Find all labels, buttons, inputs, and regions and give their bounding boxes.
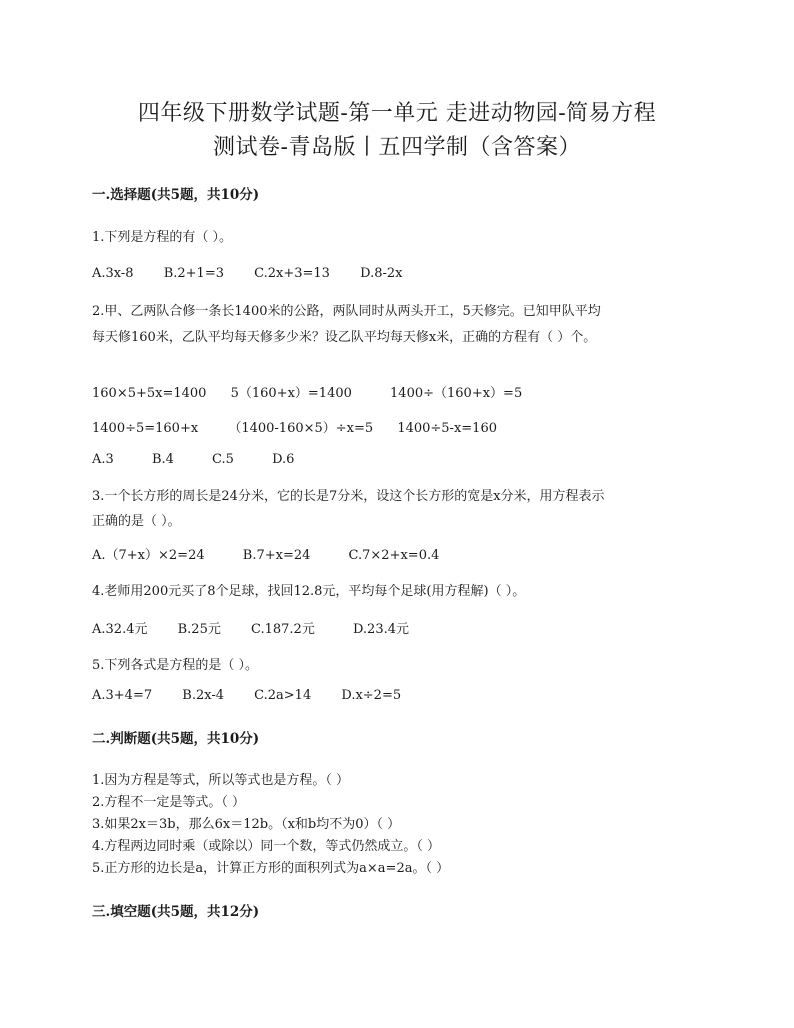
question-4-options [92,618,409,637]
option-b: B.25元 [177,622,221,637]
option-d: D.8-2x [360,266,403,281]
question-2-equations-row1 [92,382,522,401]
option-d: D.x÷2=5 [341,688,402,703]
question-2-options [92,452,294,467]
section-heading-choice: 一.选择题(共5题，共10分) [92,187,260,203]
judgement-item-5: 5.正方形的边长是a，计算正方形的面积列式为a×a=2a。（ ） [92,861,450,876]
judgement-item-4: 4.方程两边同时乘（或除以）同一个数，等式仍然成立。（ ） [92,839,441,854]
doc-title-line1: 四年级下册数学试题-第一单元 走进动物园-简易方程 [137,101,657,126]
judgement-item-2: 2.方程不一定是等式。（ ） [92,795,246,810]
option-c: C.2a>14 [254,688,312,703]
section-heading-judgement: 二.判断题(共5题，共10分) [92,731,260,747]
option-b: B.2x-4 [182,688,224,703]
option-b: B.7+x=24 [242,548,311,563]
option-a: A.3 [92,452,114,467]
question-4-stem: 4.老师用200元买了8个足球，找回12.8元，平均每个足球(用方程解)（ ）。 [92,584,526,599]
section-heading-fill-in: 三.填空题(共5题，共12分) [92,904,260,920]
equation-item: 1400÷5=160+x [92,421,199,436]
option-c: C.2x+3=13 [254,266,330,281]
option-a: A.3+4=7 [92,688,153,703]
judgement-item-3: 3.如果2x＝3b，那么6x＝12b。（x和b均不为0）（ ） [92,817,401,832]
equation-item: 160×5+5x=1400 [92,386,207,401]
question-3-stem-line1: 3.一个长方形的周长是24分米，它的长是7分米，设这个长方形的宽是x分米，用方程表示 [92,489,605,504]
doc-title-line2: 测试卷-青岛版丨五四学制（含答案） [213,135,581,160]
option-a: A.（7+x）×2=24 [92,548,205,563]
question-3-options [92,544,439,563]
question-3-stem-line2: 正确的是（ ）。 [92,514,181,529]
question-5-options [92,688,401,703]
option-d: D.23.4元 [352,622,410,637]
option-c: C.5 [212,452,234,467]
judgement-item-1: 1.因为方程是等式，所以等式也是方程。（ ） [92,773,350,788]
option-a: A.32.4元 [92,622,148,637]
question-5-stem: 5.下列各式是方程的是（ ）。 [92,658,259,673]
equation-item: 1400÷（160+x）=5 [390,386,523,401]
option-c: C.7×2+x=0.4 [348,548,440,563]
option-a: A.3x-8 [92,266,134,281]
equation-item: 5（160+x）=1400 [230,386,352,401]
option-b: B.4 [151,452,174,467]
equation-item: 1400÷5-x=160 [397,421,497,436]
question-1-options [92,266,402,281]
option-c: C.187.2元 [250,622,315,637]
question-1-stem: 1.下列是方程的有（ ）。 [92,230,233,245]
option-b: B.2+1=3 [163,266,224,281]
question-2-stem-line1: 2.甲、乙两队合修一条长1400米的公路，两队同时从两头开工，5天修完。已知甲队平均 [92,304,601,319]
question-2-equations-row2 [92,417,497,436]
option-d: D.6 [272,452,295,467]
equation-item: （1400-160×5）÷x=5 [228,421,374,436]
question-2-stem-line2: 每天修160米，乙队平均每天修多少米？设乙队平均每天修x米，正确的方程有（ ）个。 [92,330,597,345]
